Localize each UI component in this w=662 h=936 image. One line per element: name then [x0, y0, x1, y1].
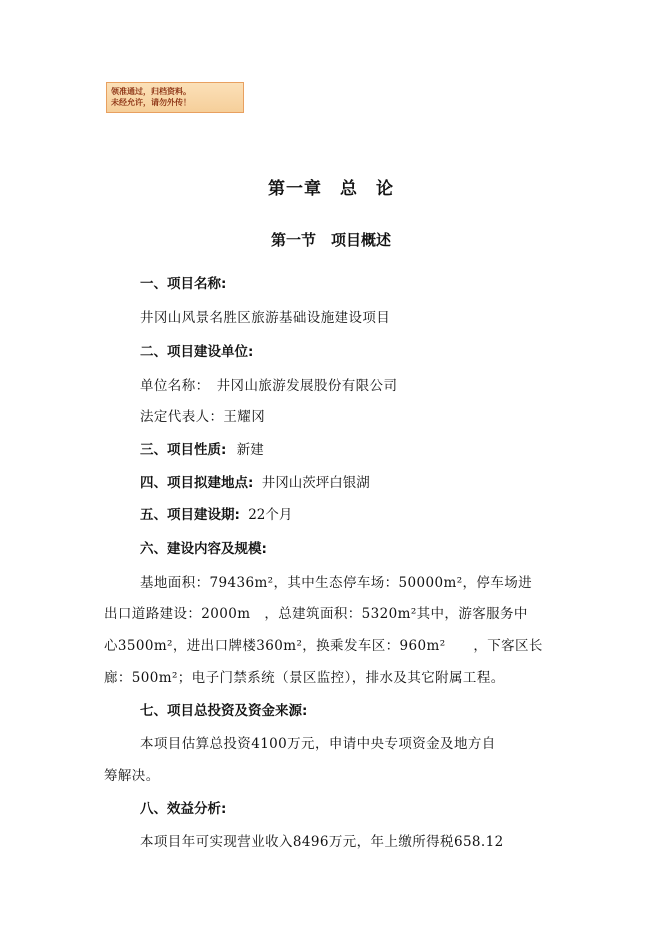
- scope-line: 出口道路建设：2000m ，总建筑面积：5320m²其中，游客服务中: [104, 606, 528, 622]
- project-nature-heading: 三、项目性质:: [140, 442, 227, 458]
- project-nature-row: [140, 438, 264, 458]
- watermark-stamp: [106, 82, 244, 113]
- scope-line: 廊：500m²；电子门禁系统（景区监控），排水及其它附属工程。: [104, 670, 505, 686]
- investment-heading: 七、项目总投资及资金来源:: [140, 703, 308, 719]
- project-location-row: [140, 471, 370, 491]
- stamp-line-1: 领准通过，归档资料。: [111, 87, 191, 96]
- construction-unit-heading: 二、项目建设单位:: [140, 344, 254, 360]
- project-name-value: 井冈山风景名胜区旅游基础设施建设项目: [140, 310, 391, 326]
- scope-heading: 六、建设内容及规模:: [140, 541, 267, 557]
- construction-period-row: [140, 503, 292, 523]
- chapter-title: 第一章 总 论: [268, 179, 394, 199]
- construction-period-value: 22个月: [248, 507, 293, 523]
- scope-line: 心3500m²，进出口牌楼360m²，换乘发车区：960m² ，下客区长: [104, 638, 543, 654]
- stamp-line-2: 未经允许，请勿外传！: [111, 98, 191, 107]
- investment-line: 本项目估算总投资4100万元，申请中央专项资金及地方自: [140, 736, 496, 752]
- construction-period-heading: 五、项目建设期:: [140, 507, 240, 523]
- legal-representative: 法定代表人：王耀冈: [140, 409, 266, 425]
- benefit-heading: 八、效益分析:: [140, 801, 227, 817]
- project-location-value: 井冈山茨坪白银湖: [261, 475, 370, 491]
- project-name-heading: 一、项目名称:: [140, 276, 227, 292]
- scope-line: 基地面积：79436m²，其中生态停车场：50000m²，停车场进: [140, 575, 533, 591]
- unit-name: 单位名称： 井冈山旅游发展股份有限公司: [140, 378, 398, 394]
- section-title: 第一节 项目概述: [270, 231, 391, 249]
- project-nature-value: 新建: [236, 442, 264, 458]
- benefit-line: 本项目年可实现营业收入8496万元，年上缴所得税658.12: [140, 834, 504, 850]
- investment-line: 筹解决。: [104, 768, 160, 784]
- project-location-heading: 四、项目拟建地点:: [140, 475, 254, 491]
